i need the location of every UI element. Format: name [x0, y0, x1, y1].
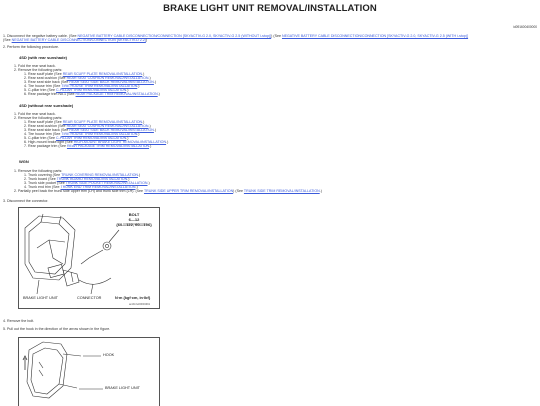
item-text: .)	[142, 72, 145, 76]
link-rear-package-trim[interactable]: REAR PACKAGE TRIM REMOVAL/INSTALLATION	[66, 144, 150, 148]
link-rear-seat-side-back[interactable]: REAR SEAT SIDE BACK REMOVAL/INSTALLATION	[69, 128, 154, 132]
item-text: ) (See	[233, 189, 244, 193]
section-heading-4sd-with-sunshade: 4SD (with rear sunshade)	[19, 55, 68, 60]
item-number: 2.	[24, 76, 27, 80]
item-number: 5.	[24, 136, 27, 140]
item-text: Tire house trim (See	[27, 84, 62, 88]
page-title: BRAKE LIGHT UNIT REMOVAL/INSTALLATION	[163, 3, 377, 14]
item-text: Rear scuff plate (See	[28, 120, 63, 124]
item-text: .)	[126, 88, 129, 92]
hook-illustration	[19, 338, 159, 406]
item-number: 1.	[14, 64, 17, 68]
step-number: 2.	[3, 45, 6, 49]
item-text: Trunk covering (See	[27, 173, 62, 177]
item-number: 1.	[14, 169, 17, 173]
item-text: .)	[153, 128, 157, 132]
step-text: ) (See	[271, 34, 282, 38]
section-heading-wgn: WGN	[19, 159, 29, 164]
sub-list-item	[24, 144, 151, 148]
step-text: Remove the bolt.	[7, 319, 35, 323]
item-text: Rear seat cushion (See	[28, 124, 67, 128]
item-text: .)	[137, 132, 140, 136]
item-text: Trunk side pocket (See	[27, 181, 66, 185]
item-text: Partially peel back the trunk side upper trim (LH) and trunk side trim (LH). (See	[18, 189, 144, 193]
item-number: 2.	[24, 124, 27, 128]
item-text: Fold the rear seat back.	[18, 64, 56, 68]
item-text: Fold the rear seat back.	[18, 112, 56, 116]
link-trunk-end-trim[interactable]: TRUNK END TRIM REMOVAL/INSTALLATION	[60, 185, 136, 189]
item-text: C-pillar trim (See	[28, 136, 56, 140]
item-text: .)	[138, 173, 141, 177]
item-number: 1.	[24, 173, 27, 177]
item-text: Rear scuff plate (See	[28, 72, 63, 76]
item-text: .)	[166, 140, 169, 144]
item-text: High-mount brake light (See	[28, 140, 74, 144]
item-text: Rear package trim (See	[28, 144, 67, 148]
item-text: Tire house trim (See	[27, 132, 62, 136]
item-number: 5.	[24, 88, 27, 92]
item-text: C-pillar trim (See	[28, 88, 56, 92]
step-text: Pull out the hook in the direction of the arrow shown in the figure.	[7, 327, 111, 331]
item-text: Rear package trim No.1 (See	[28, 92, 76, 96]
link-battery-cable-diesel[interactable]: NEGATIVE BATTERY CABLE DISCONNECTION/CONNECTION [SKYACTIV-D 2.2]	[11, 38, 146, 42]
item-number: 1.	[24, 120, 27, 124]
sub-list-item	[24, 92, 160, 96]
item-number: 6.	[24, 140, 27, 144]
item-text: Trunk end trim (See	[27, 185, 61, 189]
link-tire-house-trim[interactable]: TIRE HOUSE TRIM REMOVAL/INSTALLATION	[61, 132, 138, 136]
link-rear-seat-cushion[interactable]: REAR SEAT CUSHION REMOVAL/INSTALLATION	[66, 76, 149, 80]
item-text: .)	[149, 144, 152, 148]
label-brake-light-unit: BRAKE LIGHT UNIT	[23, 296, 58, 300]
item-text: .)	[148, 76, 151, 80]
figure-disconnect-connector	[18, 207, 160, 309]
step-text: (See	[3, 38, 12, 42]
item-text: .)	[153, 80, 157, 84]
item-text: .)	[148, 124, 151, 128]
item-text: .)	[147, 181, 150, 185]
item-number: 2.	[14, 189, 17, 193]
bolt-label: BOLT	[128, 212, 140, 217]
link-trunk-covering[interactable]: TRUNK COVERING REMOVAL/INSTALLATION	[61, 173, 138, 177]
item-number: 2.	[24, 177, 27, 181]
list-item	[14, 189, 322, 193]
link-trunk-board[interactable]: TRUNK BOARD REMOVAL/INSTALLATION	[56, 177, 128, 181]
item-text: .)	[137, 84, 140, 88]
link-rear-scuff-plate[interactable]: REAR SCUFF PLATE REMOVAL/INSTALLATION	[62, 72, 143, 76]
link-c-pillar-trim[interactable]: C-PILLAR TRIM REMOVAL/INSTALLATION	[55, 88, 127, 92]
figure-pull-out-hook	[18, 337, 160, 406]
step-number: 4.	[3, 319, 6, 323]
link-trunk-side-pocket[interactable]: TRUNK SIDE POCKET REMOVAL/INSTALLATION	[65, 181, 148, 185]
step-number: 3.	[3, 199, 6, 203]
link-c-pillar-trim[interactable]: C-PILLAR TRIM REMOVAL/INSTALLATION	[55, 136, 127, 140]
item-text: Trunk board (See	[27, 177, 57, 181]
link-trunk-side-upper-trim[interactable]: TRUNK SIDE UPPER TRIM REMOVAL/INSTALLATION	[143, 189, 234, 193]
step-1-continued	[3, 38, 147, 42]
label-torque-units: N·m {kgf·cm, in·lbf}	[115, 296, 151, 300]
step-3	[3, 199, 48, 203]
section-heading-4sd-without-sunshade: 4SD (without rear sunshade)	[19, 103, 74, 108]
item-number: 4.	[24, 185, 27, 189]
document-id: id091600400000	[513, 25, 537, 29]
item-text: Remove the following parts:	[18, 68, 63, 72]
item-number: 1.	[14, 112, 17, 116]
link-high-mount-brake-light[interactable]: HIGH-MOUNT BRAKE LIGHT REMOVAL/INSTALLATION	[73, 140, 167, 144]
label-connector: CONNECTOR	[77, 296, 102, 300]
link-rear-seat-side-back[interactable]: REAR SEAT SIDE BACK REMOVAL/INSTALLATION	[69, 80, 154, 84]
label-brake-light-unit: BRAKE LIGHT UNIT	[105, 386, 140, 390]
item-text: .)	[157, 92, 160, 96]
item-number: 6.	[24, 92, 27, 96]
step-text: )	[145, 38, 148, 42]
label-hook: HOOK	[103, 353, 115, 357]
item-text: Rear seat side back (See	[28, 128, 70, 132]
link-tire-house-trim[interactable]: TIRE HOUSE TRIM REMOVAL/INSTALLATION	[61, 84, 138, 88]
item-text: .)	[142, 120, 145, 124]
link-trunk-side-trim[interactable]: TRUNK SIDE TRIM REMOVAL/INSTALLATION	[243, 189, 320, 193]
step-text: Disconnect the negative battery cable. (See	[7, 34, 78, 38]
item-text: Remove the following parts:	[18, 116, 63, 120]
item-number: 2.	[14, 116, 17, 120]
figure-reference: am6zzw00004391	[129, 303, 151, 306]
item-number: 3.	[24, 128, 27, 132]
link-rear-scuff-plate[interactable]: REAR SCUFF PLATE REMOVAL/INSTALLATION	[62, 120, 143, 124]
step-4	[3, 319, 34, 323]
item-number: 4.	[24, 132, 27, 136]
link-battery-cable-with-istop[interactable]: NEGATIVE BATTERY CABLE DISCONNECTION/CONNECTION [SKYACTIV-G 2.0, SKYACTIV-G 2.5 (WITH i-stop)]	[281, 34, 469, 38]
link-rear-seat-cushion[interactable]: REAR SEAT CUSHION REMOVAL/INSTALLATION	[66, 124, 149, 128]
item-number: 7.	[24, 144, 27, 148]
item-number: 3.	[24, 181, 27, 185]
step-5	[3, 327, 110, 331]
item-number: 3.	[24, 80, 27, 84]
link-battery-cable-without-istop[interactable]: NEGATIVE BATTERY CABLE DISCONNECTION/CONNECTION [SKYACTIV-G 2.0, SKYACTIV-G 2.5 (WITHOUT i-stop)]	[77, 34, 272, 38]
item-number: 1.	[24, 72, 27, 76]
item-number: 4.	[24, 84, 27, 88]
step-number: 5.	[3, 327, 6, 331]
item-number: 2.	[14, 68, 17, 72]
item-text: .)	[127, 177, 130, 181]
link-rear-package-trim[interactable]: REAR PACKAGE TRIM REMOVAL/INSTALLATION	[75, 92, 158, 96]
step-number: 1.	[3, 34, 6, 38]
step-text: Perform the following procedure.	[7, 45, 59, 49]
item-text: .)	[135, 185, 138, 189]
item-text: .)	[126, 136, 129, 140]
step-text: Disconnect the connector.	[7, 199, 49, 203]
bolt-torque: 6—12	[128, 217, 140, 222]
bolt-torque-alt: {60—122, 60—106}	[116, 222, 152, 227]
step-2	[3, 45, 59, 49]
item-text: Rear seat cushion (See	[28, 76, 67, 80]
item-text: .)	[319, 189, 322, 193]
item-text: Remove the following parts:	[18, 169, 63, 173]
item-text: Rear seat side back (See	[28, 80, 70, 84]
